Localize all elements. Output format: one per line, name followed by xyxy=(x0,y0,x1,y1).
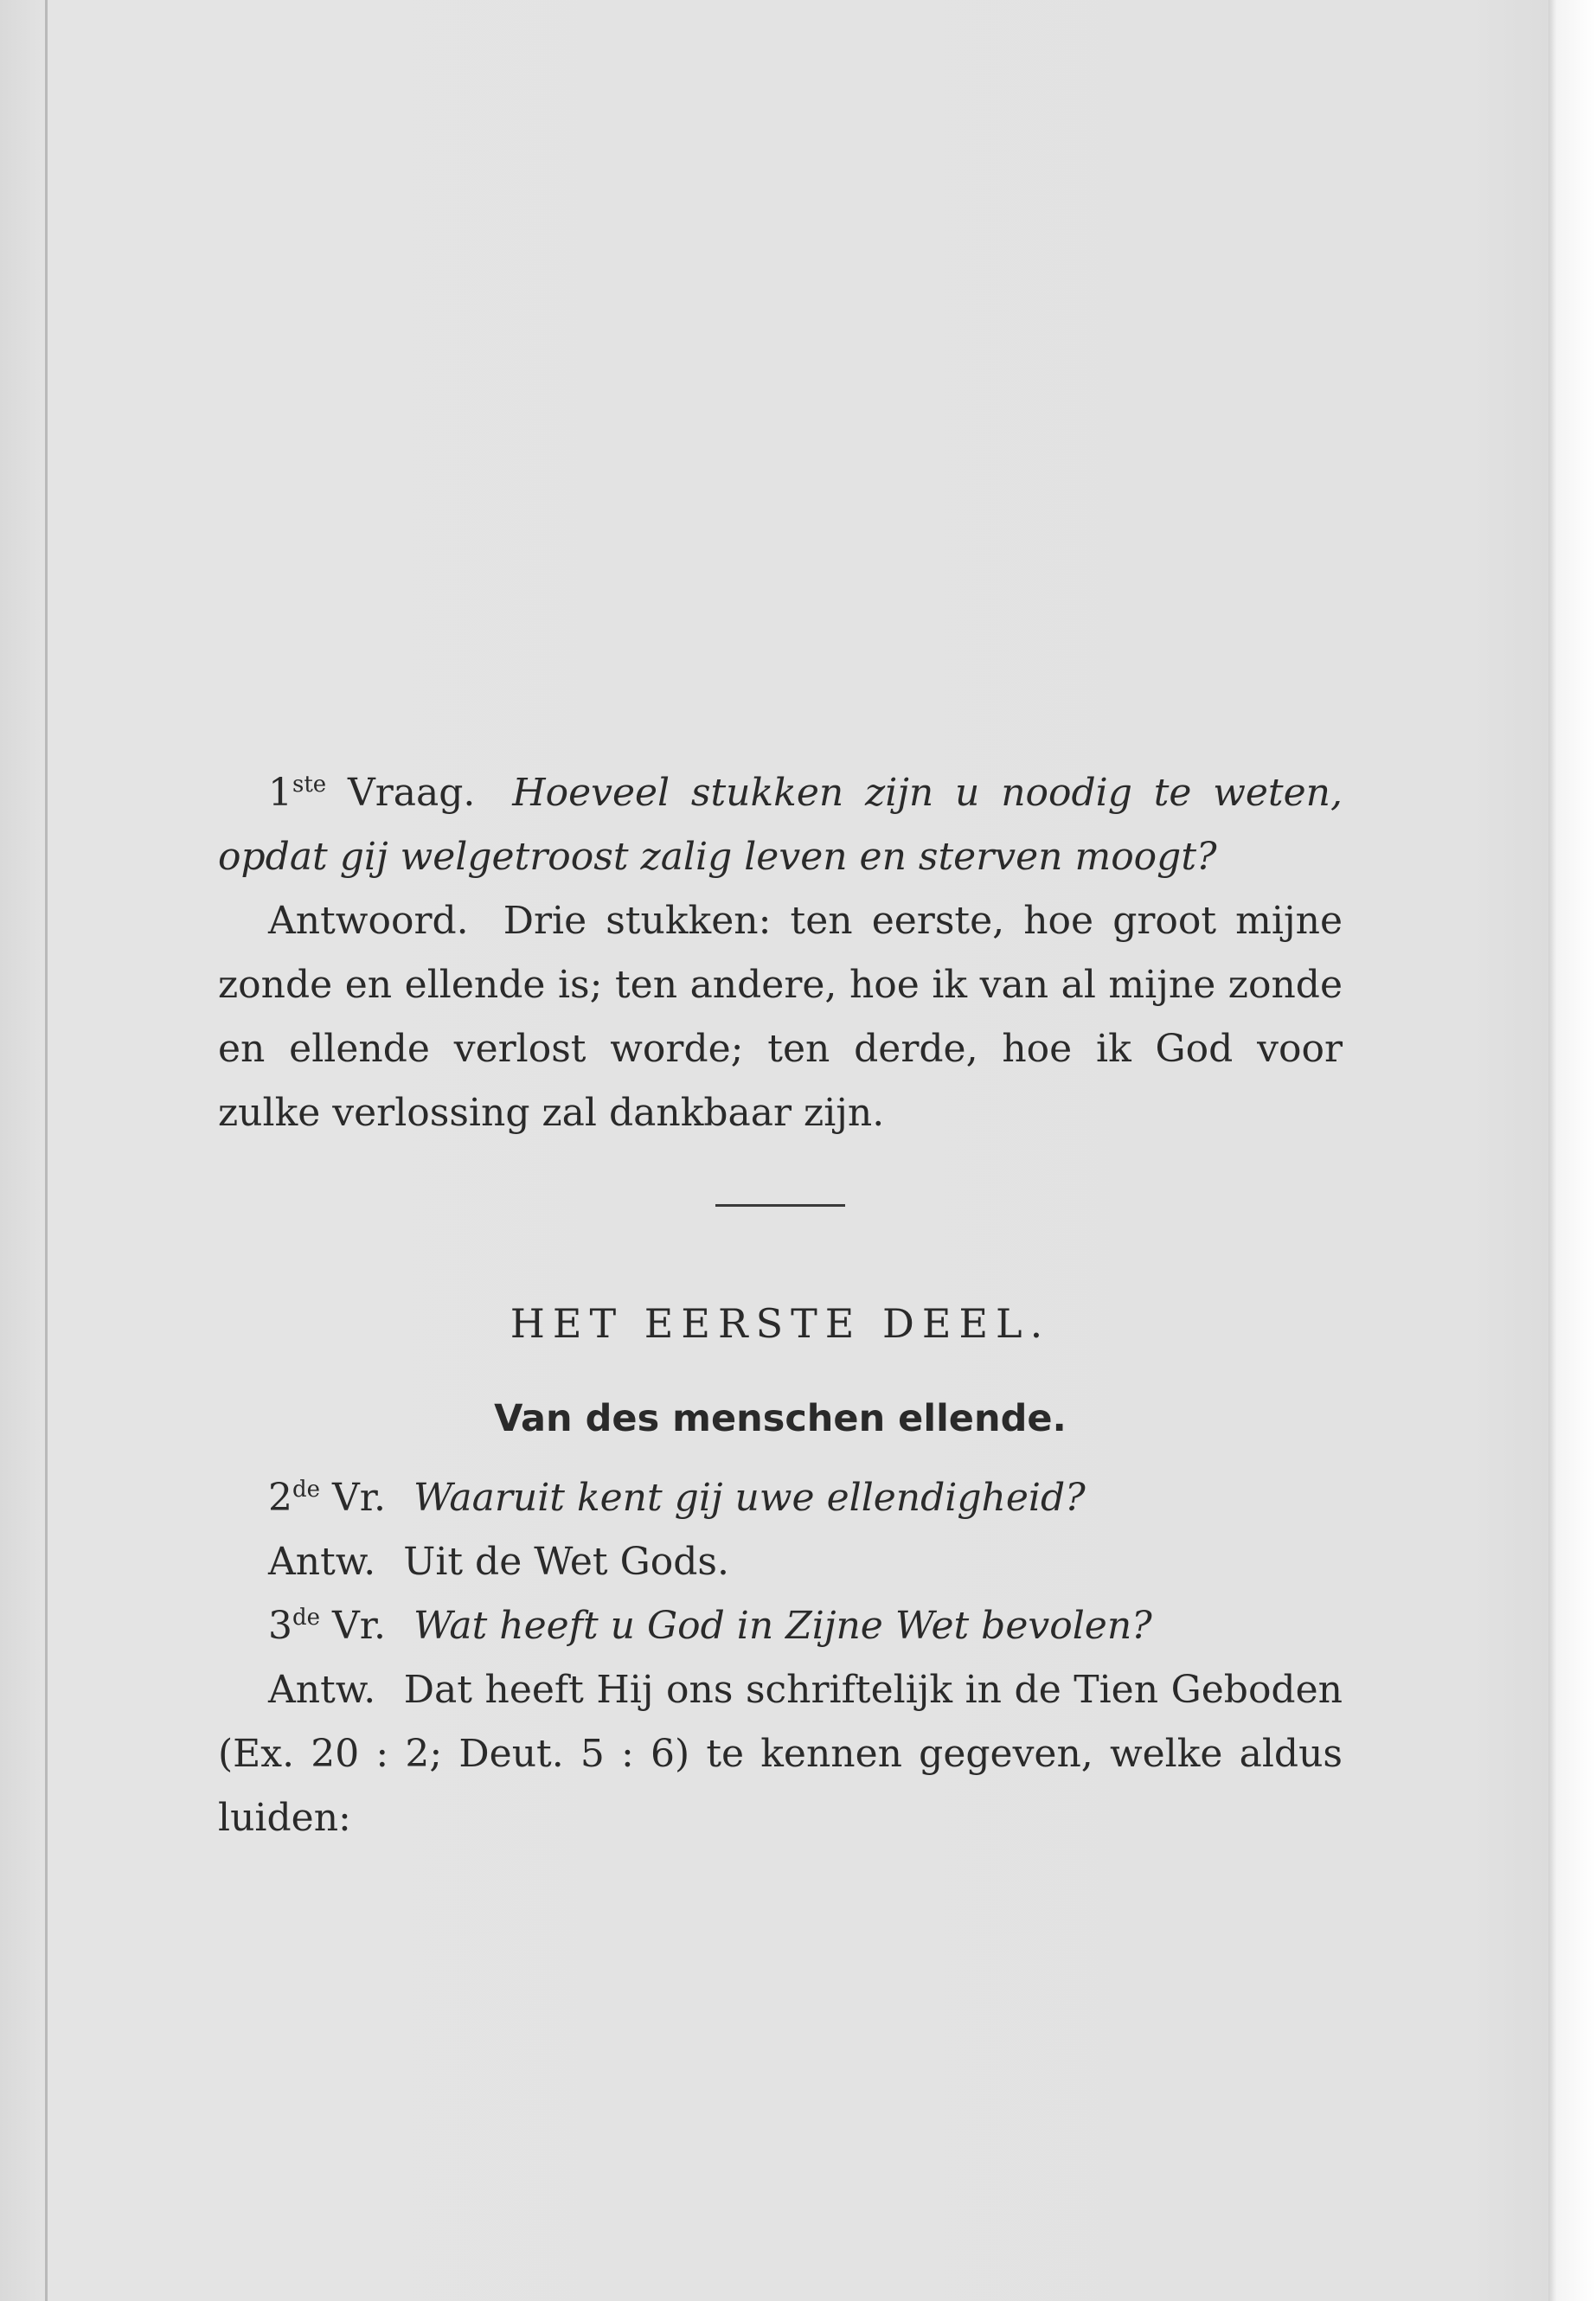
question-2-label: Vr. xyxy=(332,1476,386,1520)
question-2-text: Waaruit kent gij uwe ellendigheid? xyxy=(413,1476,1086,1520)
answer-1-text: Drie stukken: ten eerste, hoe groot mijne zonde en ellende is; ten andere, hoe ik van al mijne zonde en ellende verlost worde; ten derde, hoe ik God voor zulke verlossing zal dankbaar zijn. xyxy=(218,899,1343,1135)
answer-3-text: Dat heeft Hij ons schriftelijk in de Tien Geboden (Ex. 20 : 2; Deut. 5 : 6) te kennen gegeven, welke aldus luiden: xyxy=(218,1668,1343,1840)
page-spine-shadow xyxy=(45,0,48,2301)
question-3 xyxy=(218,1594,1343,1658)
question-1-number: 1 xyxy=(268,771,292,815)
question-1-text: Hoeveel stukken zijn u noodig te weten, opdat gij welgetroost zalig leven en sterven moogt? xyxy=(218,771,1343,879)
question-1-label: Vraag. xyxy=(347,771,476,815)
answer-1-label: Antwoord. xyxy=(268,899,469,943)
question-2-number: 2 xyxy=(268,1476,292,1520)
section-divider xyxy=(715,1204,845,1207)
question-2-ordinal: de xyxy=(292,1477,321,1503)
answer-3 xyxy=(218,1658,1343,1850)
question-3-ordinal: de xyxy=(292,1605,321,1631)
question-3-label: Vr. xyxy=(332,1604,386,1648)
answer-2 xyxy=(218,1530,1343,1594)
question-2 xyxy=(218,1466,1343,1530)
page-content xyxy=(218,761,1343,1850)
question-1 xyxy=(218,761,1343,889)
page-edge-shadow xyxy=(1548,0,1555,2301)
answer-3-label: Antw. xyxy=(268,1668,376,1712)
answer-2-label: Antw. xyxy=(268,1540,376,1584)
question-3-text: Wat heeft u God in Zijne Wet bevolen? xyxy=(413,1604,1152,1648)
section-title: Van des menschen ellende. xyxy=(494,1397,1067,1440)
answer-2-text: Uit de Wet Gods. xyxy=(403,1540,729,1584)
question-3-number: 3 xyxy=(268,1604,292,1648)
part-title: HET EERSTE DEEL. xyxy=(510,1300,1051,1347)
question-1-ordinal: ste xyxy=(292,772,327,798)
answer-1 xyxy=(218,889,1343,1145)
